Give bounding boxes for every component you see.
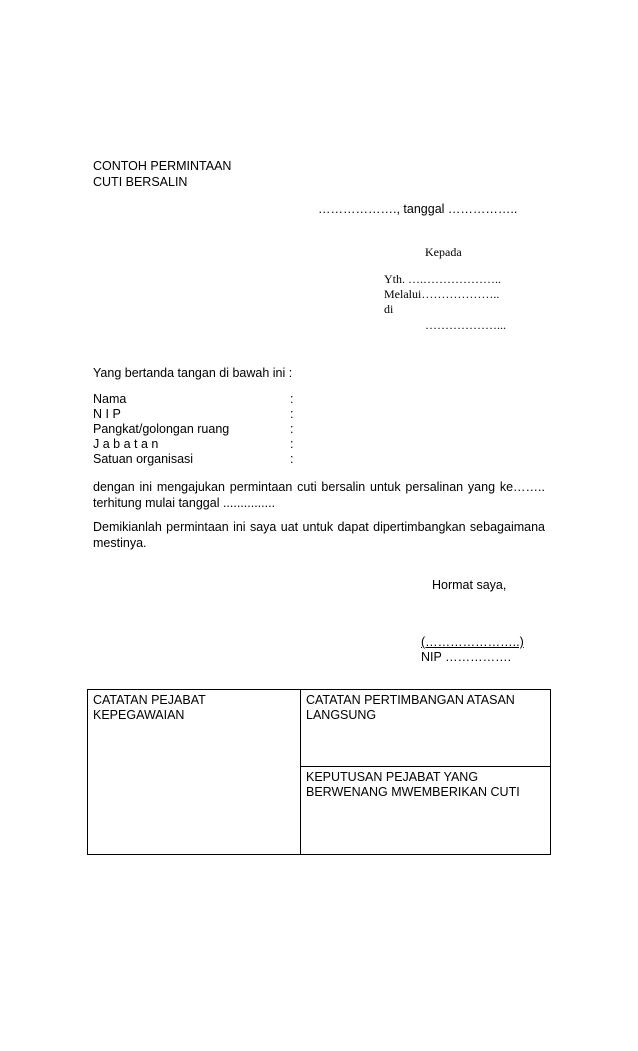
right-top-header: CATATAN PERTIMBANGAN ATASAN LANGSUNG	[306, 693, 515, 722]
field-colon: :	[290, 452, 294, 466]
recipient-location: ………………...	[425, 318, 506, 332]
cell-keputusan-pejabat	[301, 767, 551, 855]
title-line-1: CONTOH PERMINTAAN	[93, 159, 232, 173]
recipient-yth: Yth. ….………………..	[384, 272, 501, 286]
field-colon: :	[290, 392, 294, 406]
field-label-satuan: Satuan organisasi	[93, 452, 194, 466]
signature-name-placeholder: (…………………..)	[421, 635, 524, 649]
cell-catatan-pertimbangan-atasan	[301, 690, 551, 767]
right-bottom-header: KEPUTUSAN PEJABAT YANG BERWENANG MWEMBERIKAN CUTI	[306, 770, 520, 799]
field-label-jabatan: J a b a t a n	[93, 437, 159, 451]
signature-greeting: Hormat saya,	[432, 578, 507, 592]
recipient-di: di	[384, 302, 394, 316]
field-colon: :	[290, 407, 294, 421]
field-colon: :	[290, 422, 294, 436]
cell-catatan-pejabat-kepegawaian	[88, 690, 301, 855]
title-line-2: CUTI BERSALIN	[93, 175, 188, 189]
closing-paragraph: Demikianlah permintaan ini saya uat untuk dapat dipertimbangkan sebagaimana mestinya.	[93, 520, 545, 550]
left-header: CATATAN PEJABAT KEPEGAWAIAN	[93, 693, 206, 722]
notes-table	[87, 689, 551, 855]
body-paragraph: dengan ini mengajukan permintaan cuti bersalin untuk persalinan yang ke…….. terhitung mulai tanggal ...............	[93, 480, 545, 510]
field-label-nama: Nama	[93, 392, 127, 406]
intro-text: Yang bertanda tangan di bawah ini :	[93, 366, 293, 380]
field-colon: :	[290, 437, 294, 451]
signature-nip: NIP …………….	[421, 650, 512, 664]
recipient-melalui: Melalui………………..	[384, 287, 500, 301]
field-label-pangkat: Pangkat/golongan ruang	[93, 422, 230, 436]
field-label-nip: N I P	[93, 407, 121, 421]
place-date-line: ………………., tanggal ……………..	[318, 202, 518, 216]
recipient-kepada: Kepada	[425, 245, 462, 259]
